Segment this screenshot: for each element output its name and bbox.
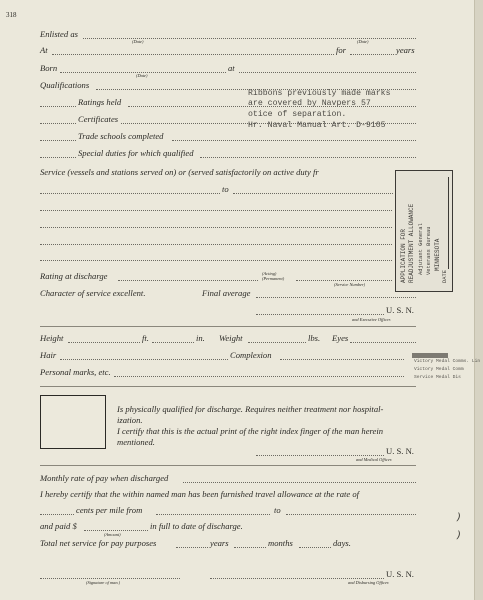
months-line	[234, 547, 266, 548]
monthly-rate-line	[183, 482, 416, 483]
hair-line	[60, 359, 228, 360]
total-net-label: Total net service for pay purposes	[40, 538, 157, 548]
height-ft-line	[68, 342, 140, 343]
trade-line	[172, 140, 416, 141]
years-label: years	[396, 45, 415, 55]
typed-note-4: Hr. Naval Manual Art. D-9105	[248, 121, 386, 130]
at-label: At	[40, 45, 48, 55]
qualifications-label: Qualifications	[40, 80, 90, 90]
service-number-caption: (Service Number)	[334, 282, 366, 287]
side-stamp-1: Victory Medal Comms. Lin	[414, 359, 481, 364]
date-caption-2: (Date)	[357, 39, 369, 44]
service-to-label: to	[222, 184, 229, 194]
monthly-rate-label: Monthly rate of pay when discharged	[40, 473, 169, 483]
trade-schools-label: Trade schools completed	[78, 131, 164, 141]
years2-label: years	[210, 538, 229, 548]
ratings-lead	[40, 106, 76, 107]
and-paid-label: and paid $	[40, 521, 77, 531]
certify-line-1: I certify that this is the actual print of the right index finger of the man herein	[117, 426, 384, 436]
section-divider-3	[40, 465, 416, 466]
service-line-b	[233, 193, 393, 194]
height-in-line	[152, 342, 194, 343]
typed-note-2: are covered by Navpers 57	[248, 99, 371, 108]
ratings-held-label: Ratings held	[78, 97, 122, 107]
certify-line-2: mentioned.	[117, 437, 155, 447]
exec-usn: U. S. N.	[386, 305, 414, 315]
weight-label: Weight	[219, 333, 243, 343]
character-label: Character of service excellent.	[40, 288, 146, 298]
born-label: Born	[40, 63, 58, 73]
pencil-mark-1: )	[457, 512, 461, 523]
qualified-line-2: ization.	[117, 415, 143, 425]
date-caption: (Date)	[132, 39, 144, 44]
for-line	[350, 54, 394, 55]
page-edge	[474, 0, 483, 600]
travel-allowance-text: I hereby certify that the within named man has been furnished travel allowance at the rate of	[40, 489, 360, 499]
days-line	[299, 547, 331, 548]
exec-officer-line	[256, 314, 384, 315]
stamp-line-2: READJUSTMENT ALLOWANCE	[408, 203, 415, 283]
permanent-caption: (Permanent)	[262, 276, 285, 281]
cents-per-mile-label: cents per mile from	[76, 505, 143, 515]
weight-line	[248, 342, 306, 343]
trade-lead	[40, 140, 76, 141]
cents-line	[40, 514, 74, 515]
signature-of-man-line	[40, 578, 180, 579]
typed-note-1: Ribbons previously made marks	[248, 89, 391, 98]
service-number-line	[296, 280, 392, 281]
height-label: Height	[40, 333, 64, 343]
years-line	[176, 547, 208, 548]
rating-at-discharge-label: Rating at discharge	[40, 271, 108, 281]
certificates-label: Certificates	[78, 114, 119, 124]
side-stamp-3: Service Medal Dis	[414, 375, 461, 380]
page-number: 318	[6, 11, 17, 19]
disbursing-officer-line	[210, 578, 384, 579]
rating-line	[118, 280, 258, 281]
complexion-line	[280, 359, 404, 360]
eyes-label: Eyes	[332, 333, 349, 343]
qualified-line-1: Is physically qualified for discharge. Requires neither treatment nor hospital-	[117, 404, 384, 414]
side-stamp-2: Victory Medal Comm	[414, 367, 464, 372]
special-line	[200, 157, 416, 158]
special-lead	[40, 157, 76, 158]
born-at-line	[239, 72, 416, 73]
side-stamp-bar	[412, 353, 448, 358]
in-full-label: in full to date of discharge.	[150, 521, 243, 531]
eyes-line	[350, 342, 416, 343]
service-label: Service (vessels and stations served on) or (served satisfactorily on active duty fr	[40, 167, 319, 177]
lbs-label: lbs.	[308, 333, 321, 343]
enlisted-as-label: Enlisted as	[40, 29, 78, 39]
born-date-caption: (Date)	[136, 73, 148, 78]
acting-caption: (Acting)	[262, 271, 277, 276]
days-label: days.	[333, 538, 351, 548]
readjustment-allowance-stamp	[395, 170, 453, 292]
medical-usn: U. S. N.	[386, 446, 414, 456]
service-line-4	[40, 260, 392, 261]
hair-label: Hair	[40, 350, 57, 360]
at-line	[52, 54, 334, 55]
typed-note-3: otice of separation.	[248, 110, 347, 119]
personal-marks-label: Personal marks, etc.	[40, 367, 111, 377]
final-average-label: Final average	[202, 288, 251, 298]
from-line	[156, 514, 270, 515]
exec-officer-caption: and Executive Officer.	[352, 317, 391, 322]
stamp-line-6: Veterans Bureau	[426, 226, 432, 275]
service-line-a	[40, 193, 220, 194]
complexion-label: Complexion	[230, 350, 272, 360]
stamp-line-5: Adjutant General	[418, 223, 424, 275]
special-duties-label: Special duties for which qualified	[78, 148, 194, 158]
pencil-mark-2: )	[457, 530, 461, 541]
disbursing-officer-caption: and Disbursing Officer.	[348, 580, 390, 585]
for-label: for	[336, 45, 347, 55]
stamp-line-1: APPLICATION FOR	[400, 228, 407, 283]
in-label: in.	[196, 333, 205, 343]
ft-label: ft.	[142, 333, 149, 343]
medical-officer-line	[256, 455, 384, 456]
service-line-3	[40, 244, 392, 245]
amount-caption: (Amount)	[104, 532, 121, 537]
section-divider-2	[40, 386, 416, 387]
fingerprint-box	[40, 395, 106, 449]
service-line-2	[40, 227, 392, 228]
to-line	[286, 514, 416, 515]
medical-officer-caption: and Medical Officer.	[356, 457, 393, 462]
stamp-line-3: MINNESOTA	[434, 238, 441, 271]
service-line-1	[40, 210, 392, 211]
certificates-lead	[40, 123, 76, 124]
to2-label: to	[274, 505, 281, 515]
final-average-line	[256, 297, 416, 298]
at2-label: at	[228, 63, 235, 73]
personal-marks-line	[114, 376, 404, 377]
section-divider-1	[40, 326, 416, 327]
stamp-date-line	[448, 177, 449, 269]
amount-line	[84, 530, 148, 531]
signature-of-man-caption: (Signature of man.)	[86, 580, 121, 585]
months-label: months	[268, 538, 293, 548]
disbursing-usn: U. S. N.	[386, 569, 414, 579]
stamp-line-4: DATE	[442, 270, 448, 283]
